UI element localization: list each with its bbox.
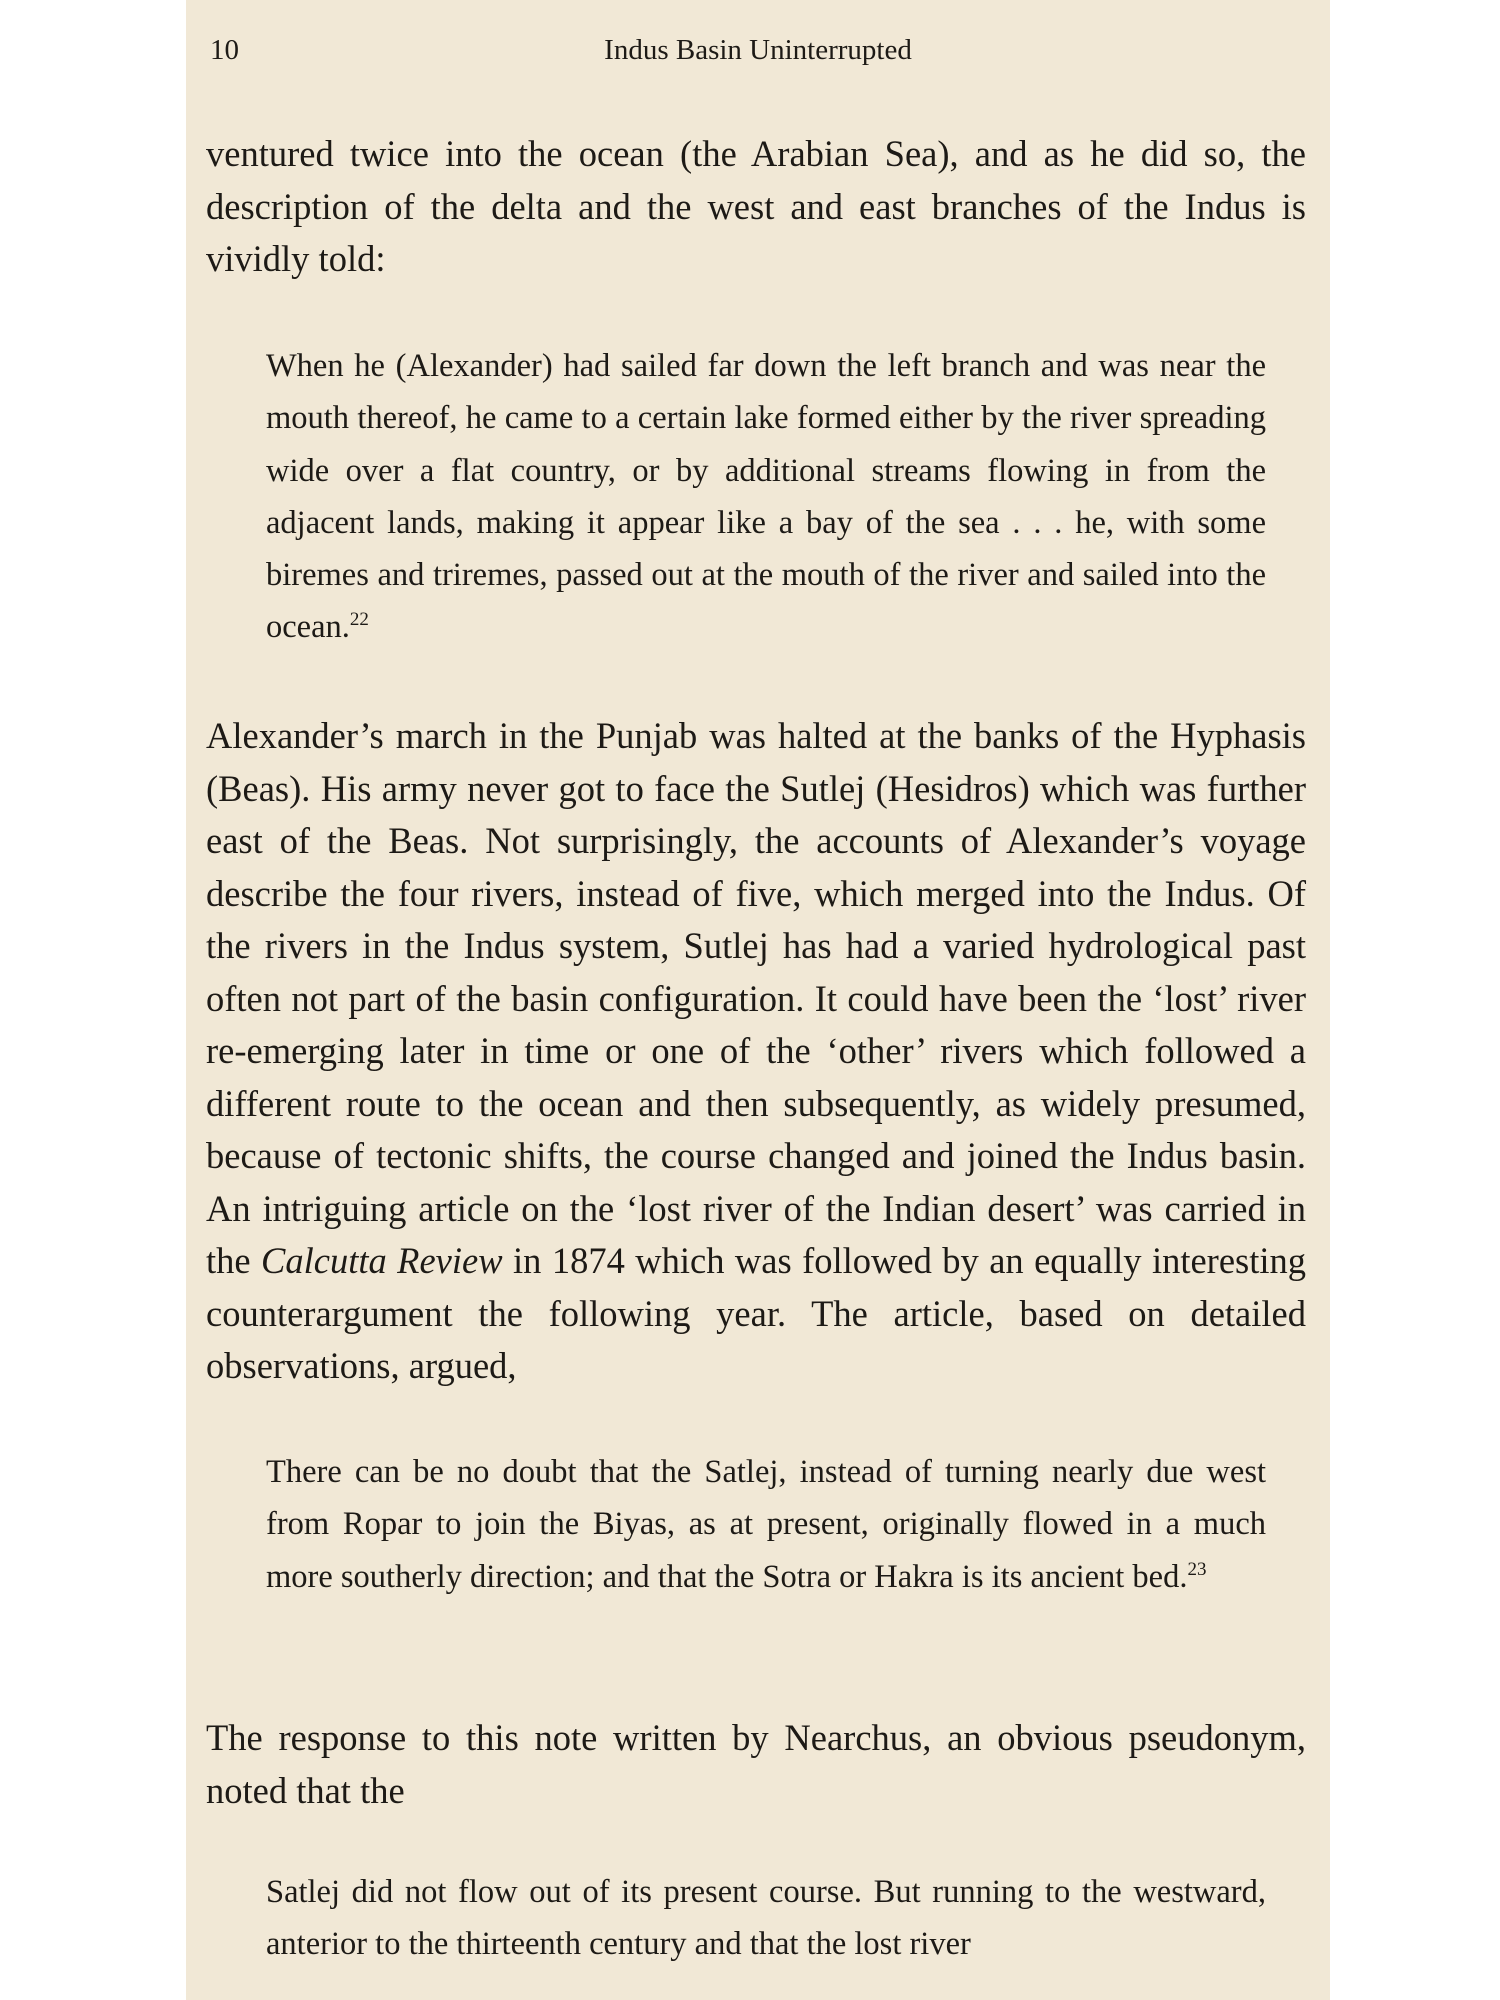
block-quote-1 (266, 340, 1266, 654)
body-paragraph-1: ventured twice into the ocean (the Arabian Sea), and as he did so, the description of the delta and the west and east branches of the Indus is vividly told: (206, 133, 1306, 279)
body-paragraph-2 (206, 710, 1306, 1393)
journal-title: Calcutta Review (261, 1240, 503, 1281)
block-quote-3: Satlej did not flow out of its present course. But running to the westward, anterior to the thirteenth century and that the lost river (266, 1874, 1266, 1963)
page-number: 10 (210, 34, 239, 66)
page-header (210, 30, 1306, 70)
running-title: Indus Basin Uninterrupted (604, 34, 912, 66)
body-paragraph-2-continuation: in 1874 which was followed by an equally interesting counterargument the following year. The article, based on detailed observations, argued, (206, 1240, 1307, 1386)
block-quote-1-text: When he (Alexander) had sailed far down the left branch and was near the mouth thereof, he came to a certain lake formed either by the river spreading wide over a flat country, or by additional streams flowing in from the adjacent lands, making it appear like a bay of the sea . . . he, with some biremes and triremes, passed out at the mouth of the river and sailed into the ocean. (266, 348, 1266, 646)
body-paragraph-3: The response to this note written by Nearchus, an obvious pseudonym, noted that the (206, 1717, 1306, 1811)
block-quote-2-text: There can be no doubt that the Satlej, instead of turning nearly due west from Ropar to join the Biyas, as at present, originally flowed in a much more southerly direction; and that the Sotra or Hakra is its ancient bed. (266, 1454, 1266, 1595)
body-paragraph-2-text: Alexander’s march in the Punjab was halted at the banks of the Hyphasis (Beas). His army never got to face the Sutlej (Hesidros) which was further east of the Beas. Not surprisingly, the accounts of Alexander’s voyage describe the four rivers, instead of five, which merged into the Indus. Of the rivers in the Indus system, Sutlej has had a varied hydrological past often not part of the basin configuration. It could have been the ‘lost’ river re-emerging later in time or one of the ‘other’ rivers which followed a different route to the ocean and then subsequently, as widely presumed, because of tectonic shifts, the course changed and joined the Indus basin. An intriguing article on the ‘lost river of the Indian desert’ was carried in the (206, 715, 1306, 1281)
footnote-ref-23: 23 (1187, 1558, 1207, 1580)
book-page (186, 0, 1330, 2000)
footnote-ref-22: 22 (349, 609, 369, 631)
block-quote-2 (266, 1446, 1266, 1603)
